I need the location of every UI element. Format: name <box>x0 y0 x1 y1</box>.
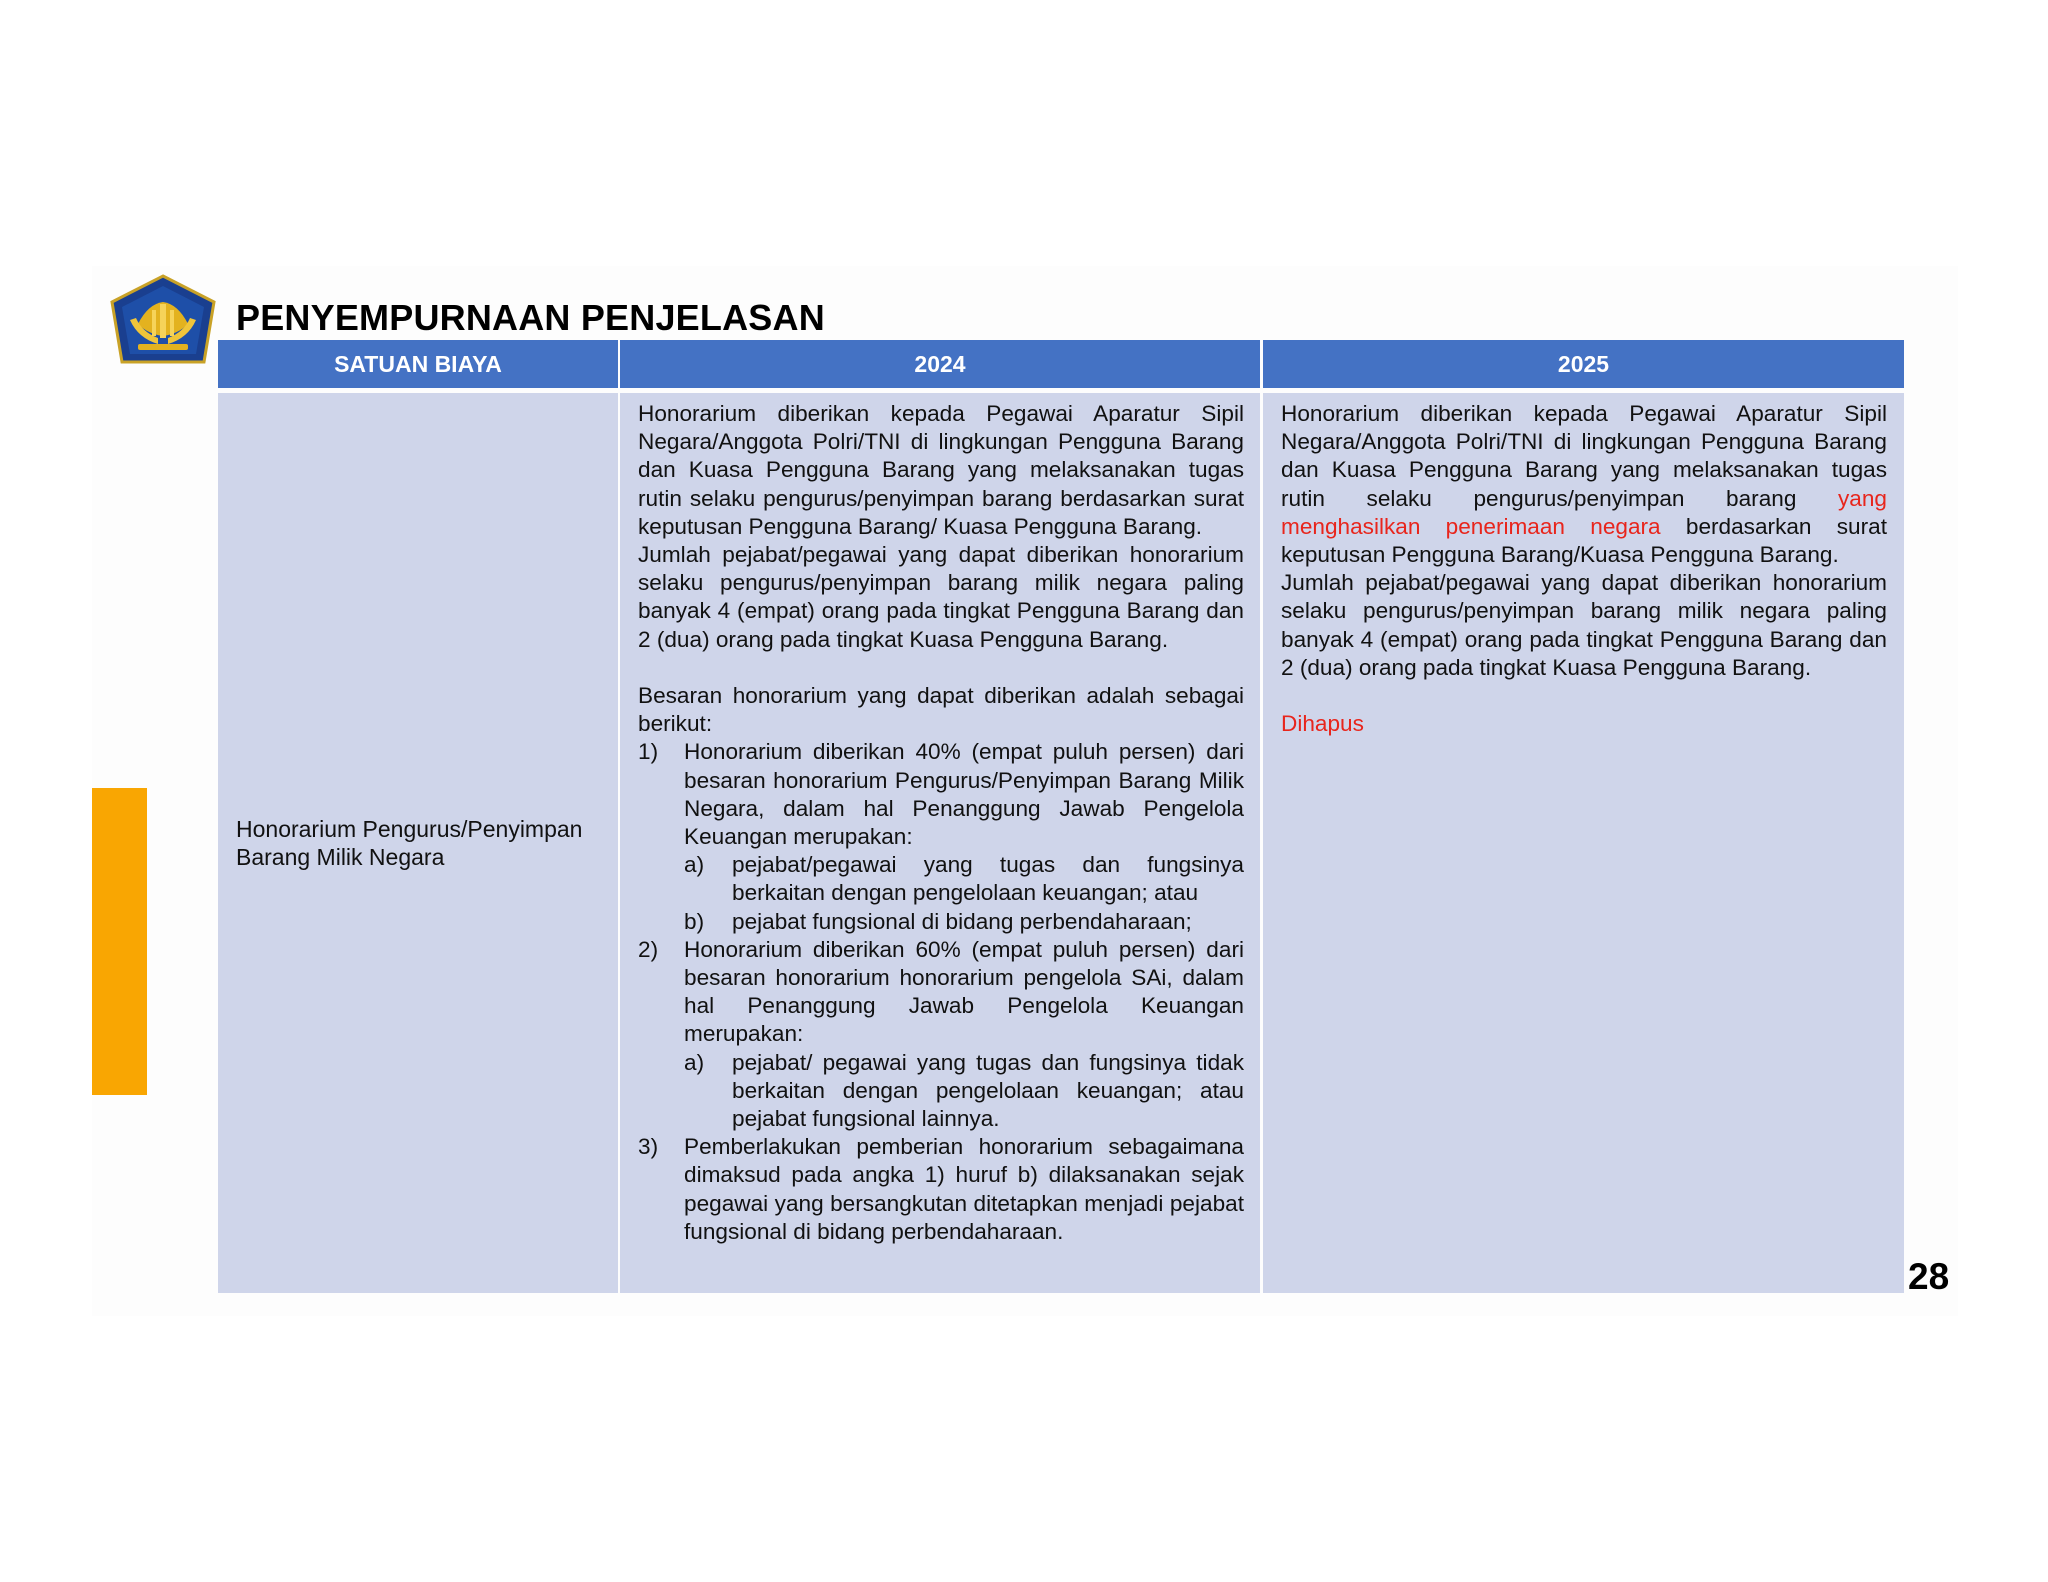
added-text-highlight: yang menghasilkan penerimaan negara <box>1281 485 1887 539</box>
paragraph-2024-1: Honorarium diberikan kepada Pegawai Aparatur Sipil Negara/Anggota Polri/TNI di lingkungan Pengguna Barang dan Kuasa Pengguna Barang yang melaksanakan tugas rutin selaku pengurus/penyimpan barang berdasarkan surat keputusan Pengguna Barang/ Kuasa Pengguna Barang. <box>638 401 1244 539</box>
page-title: PENYEMPURNAAN PENJELASAN <box>236 297 825 338</box>
paragraph-2025-1-post: berdasarkan surat keputusan Pengguna Barang/Kuasa Pengguna Barang. <box>1281 513 1887 568</box>
table-cell-satuan-biaya <box>218 393 618 1293</box>
sub-list-item-letter: a) <box>684 852 705 878</box>
list-item-number: 2) <box>638 936 659 962</box>
list-item-text: Pemberlakukan pemberian honorarium sebagaimana dimaksud pada angka 1) huruf b) dilaksanakan sejak pegawai yang bersangkutan ditetapkan menjadi pejabat fungsional di bidang perbendaharaan. <box>684 1134 1244 1244</box>
paragraph-2025-1 <box>1281 400 1887 569</box>
ministry-emblem-icon <box>108 274 218 366</box>
content-2024 <box>638 400 1244 1246</box>
sub-list-item-text: pejabat/ pegawai yang tugas dan fungsinya tidak berkaitan dengan pengelolaan keuangan; atau pejabat fungsional lainnya. <box>732 1049 1244 1132</box>
paragraph-2024-3: Besaran honorarium yang dapat diberikan adalah sebagai berikut: <box>638 683 1244 737</box>
list-item <box>638 1133 1244 1246</box>
sub-list-item <box>638 851 1244 907</box>
paragraph-2025-2: Jumlah pejabat/pegawai yang dapat diberikan honorarium selaku pengurus/penyimpan barang milik negara paling banyak 4 (empat) orang pada tingkat Pengguna Barang dan 2 (dua) orang pada tingkat Kuasa Pengguna Barang. <box>1281 570 1887 680</box>
row-label: Honorarium Pengurus/Penyimpan Barang Milik Negara <box>236 816 583 870</box>
deleted-label: Dihapus <box>1281 711 1364 737</box>
page-number: 28 <box>1908 1256 1950 1297</box>
list-item-number: 3) <box>638 1134 659 1160</box>
sub-list-item-text: pejabat fungsional di bidang perbendaharaan; <box>732 908 1192 934</box>
table-header-satuan-biaya: SATUAN BIAYA <box>218 340 618 388</box>
sub-list-item <box>638 908 1244 936</box>
list-item <box>638 738 1244 851</box>
paragraph-2025-1-pre: Honorarium diberikan kepada Pegawai Aparatur Sipil Negara/Anggota Polri/TNI di lingkungan Pengguna Barang dan Kuasa Pengguna Barang yang melaksanakan tugas rutin selaku pengurus/penyimpan barang <box>1281 401 1887 511</box>
sub-list-item-letter: b) <box>684 908 705 934</box>
list-item-number: 1) <box>638 739 659 765</box>
content-2025 <box>1281 400 1887 738</box>
paragraph-2024-2: Jumlah pejabat/pegawai yang dapat diberikan honorarium selaku pengurus/penyimpan barang milik negara paling banyak 4 (empat) orang pada tingkat Pengguna Barang dan 2 (dua) orang pada tingkat Kuasa Pengguna Barang. <box>638 542 1244 652</box>
list-item-text: Honorarium diberikan 60% (empat puluh persen) dari besaran honorarium honorarium pengelola SAi, dalam hal Penanggung Jawab Pengelola Keuangan merupakan: <box>684 936 1244 1047</box>
table-header-2025: 2025 <box>1263 340 1904 388</box>
accent-bar <box>92 788 147 1095</box>
list-item <box>638 936 1244 1049</box>
table-header-2024: 2024 <box>620 340 1260 388</box>
sub-list-item-text: pejabat/pegawai yang tugas dan fungsinya berkaitan dengan pengelolaan keuangan; atau <box>732 852 1244 906</box>
list-item-text: Honorarium diberikan 40% (empat puluh persen) dari besaran honorarium Pengurus/Penyimpan Barang Milik Negara, dalam hal Penanggung Jawab Pengelola Keuangan merupakan: <box>684 739 1244 850</box>
sub-list-item <box>638 1049 1244 1134</box>
sub-list-item-letter: a) <box>684 1049 705 1075</box>
